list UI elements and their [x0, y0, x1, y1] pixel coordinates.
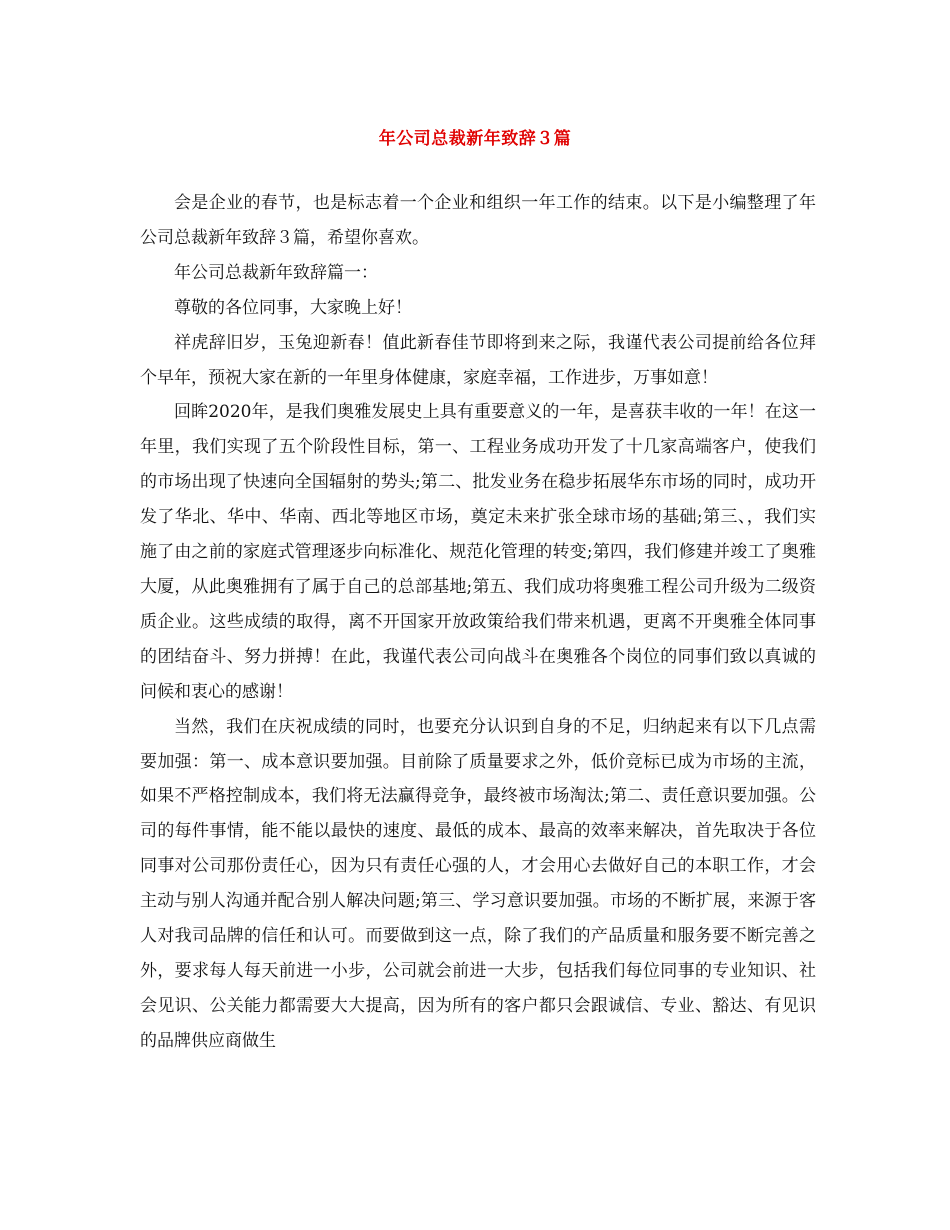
paragraph-greeting: 尊敬的各位同事，大家晚上好！: [174, 297, 412, 318]
paragraph-achievements: 回眸2020年，是我们奥雅发展史上具有重要意义的一年，是喜获丰收的一年！在这一年里，我们实现了五个阶段性目标，第一、工程业务成功开发了十几家高端客户，使我们的市场出现了快速向全国辐射的势头;第二、批发业务在稳步拓展华东市场的同时，成功开发了华北、华中、华南、西北等地区市场，奠定未来扩张全球市场的基础;第三、，我们实施了由之前的家庭式管理逐步向标准化、规范化管理的转变;第四，我们修建并竣工了奥雅大厦，从此奥雅拥有了属于自己的总部基地;第五、我们成功将奥雅工程公司升级为二级资质企业。这些成绩的取得，离不开国家开放政策给我们带来机遇，更离不开奥雅全体同事的团结奋斗、努力拼搏！在此，我谨代表公司向战斗在奥雅各个岗位的同事们致以真诚的问候和衷心的感谢！: [140, 402, 816, 702]
paragraph-section-heading: 年公司总裁新年致辞篇一：: [174, 262, 378, 283]
paragraph-improvements: 当然，我们在庆祝成绩的同时，也要充分认识到自身的不足，归纳起来有以下几点需要加强：第一、成本意识要加强。目前除了质量要求之外，低价竞标已成为市场的主流，如果不严格控制成本，我们将无法赢得竞争，最终被市场淘汰;第二、责任意识要加强。公司的每件事情，能不能以最快的速度、最低的成本、最高的效率来解决，首先取决于各位同事对公司那份责任心，因为只有责任心强的人，才会用心去做好自己的本职工作，才会主动与别人沟通并配合别人解决问题;第三、学习意识要加强。市场的不断扩展，来源于客人对我司品牌的信任和认可。而要做到这一点，除了我们的产品质量和服务要不断完善之外，要求每人每天前进一小步，公司就会前进一大步，包括我们每位同事的专业知识、社会见识、公关能力都需要大大提高，因为所有的客户都只会跟诚信、专业、豁达、有见识的品牌供应商做生: [140, 716, 816, 1051]
page-title: 年公司总裁新年致辞３篇: [378, 129, 572, 149]
article-body: [140, 186, 816, 1059]
paragraph-new-year-wishes: 祥虎辞旧岁，玉兔迎新春！值此新春佳节即将到来之际，我谨代表公司提前给各位拜个早年，预祝大家在新的一年里身体健康，家庭幸福，工作进步，万事如意！: [140, 332, 816, 388]
paragraph-intro: 会是企业的春节，也是标志着一个企业和组织一年工作的结束。以下是小编整理了年公司总裁新年致辞３篇，希望你喜欢。: [140, 193, 816, 248]
